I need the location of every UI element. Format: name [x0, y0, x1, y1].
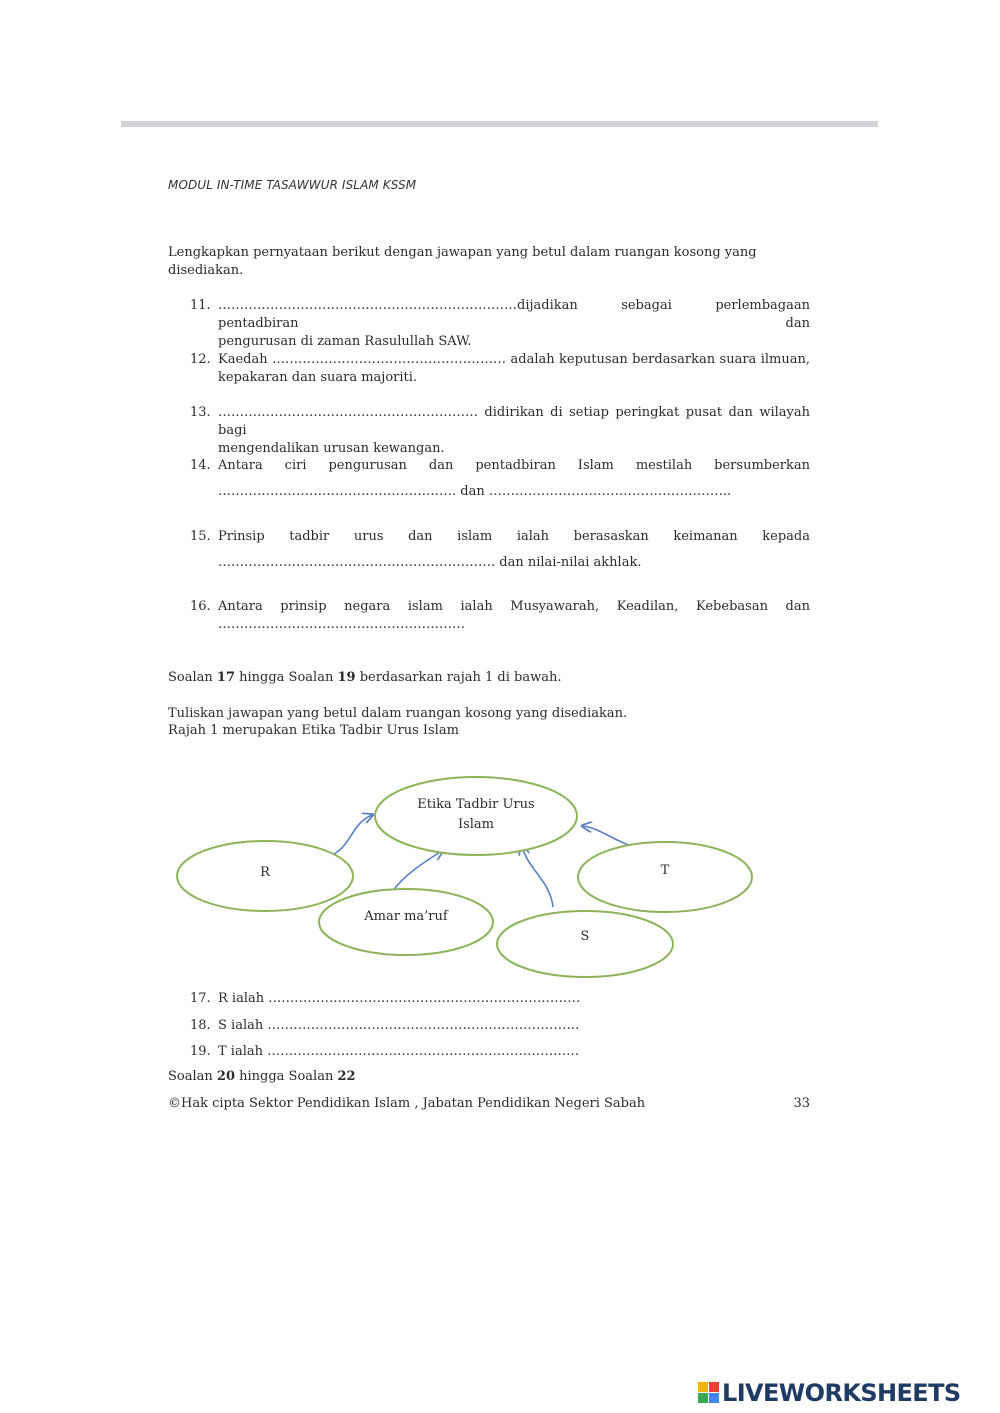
question-text-cont: mengendalikan urusan kewangan.: [218, 441, 445, 456]
question-text: ……………………………………………………………dijadikan sebagai perlembagaan pentadbiran dan: [218, 298, 810, 331]
question-text-cont: ………………………………………………………. dan nilai-nilai akhlak.: [218, 555, 642, 570]
label-amar: Amar ma’ruf: [364, 909, 448, 924]
question-text-cont: ………………………………………………. dan ………………………………………………..: [218, 484, 732, 499]
question-number: 12.: [190, 352, 211, 367]
answer-number: 19.: [190, 1044, 211, 1059]
section-note: Soalan 17 hingga Soalan 19 berdasarkan rajah 1 di bawah.: [168, 670, 562, 685]
instruction-line-1: Tuliskan jawapan yang betul dalam ruangan kosong yang disediakan.: [168, 706, 628, 721]
answer-blank[interactable]: R ialah ………………………………………………………………: [218, 991, 581, 1006]
label-t: T: [660, 863, 670, 878]
answer-blank[interactable]: S ialah ………………………………………………………………: [218, 1018, 580, 1033]
label-r: R: [260, 865, 270, 880]
question-number: 16.: [190, 599, 211, 614]
instruction-line-2: Rajah 1 merupakan Etika Tadbir Urus Islam: [168, 723, 459, 738]
label-s: S: [580, 929, 590, 944]
question-text: …………………………………………………… didirikan di setiap peringkat pusat dan wilayah bagi: [218, 405, 810, 438]
ellipse-center: [375, 777, 577, 855]
answer-17: [190, 990, 810, 1008]
question-text: Kaedah ……………………………………………… adalah keputusan berdasarkan suara ilmuan,: [218, 352, 810, 367]
page-footer: [168, 1096, 810, 1111]
question-text: Antara ciri pengurusan dan pentadbiran Islam mestilah bersumberkan: [218, 458, 810, 473]
question-number: 15.: [190, 529, 211, 544]
answer-number: 17.: [190, 991, 211, 1006]
question-number: 14.: [190, 458, 211, 473]
logo-grid-icon: [698, 1382, 720, 1404]
arrow-r-to-center: [328, 815, 372, 857]
answer-blank[interactable]: T ialah ………………………………………………………………: [218, 1044, 580, 1059]
label-center-2: Islam: [457, 817, 495, 832]
question-number: 13.: [190, 405, 211, 420]
logo-text: LIVEWORKSHEETS: [722, 1379, 961, 1407]
liveworksheets-logo[interactable]: [698, 1380, 961, 1406]
answer-19: [190, 1043, 810, 1061]
module-header: MODUL IN-TIME TASAWWUR ISLAM KSSM: [168, 178, 417, 192]
instructions-intro: Lengkapkan pernyataan berikut dengan jawapan yang betul dalam ruangan kosong yang disediakan.: [168, 245, 757, 278]
answer-number: 18.: [190, 1018, 211, 1033]
question-text-cont: …………………………………………………: [218, 617, 465, 632]
question-text: Antara prinsip negara islam ialah Musyawarah, Keadilan, Kebebasan dan: [218, 599, 810, 614]
page-number: 33: [793, 1096, 810, 1111]
question-number: 11.: [190, 298, 211, 313]
arrow-s-to-center: [522, 846, 553, 907]
arrow-amar-to-center: [392, 851, 442, 892]
copyright-text: ©Hak cipta Sektor Pendidikan Islam , Jabatan Pendidikan Negeri Sabah: [168, 1096, 646, 1111]
question-text: Prinsip tadbir urus dan islam ialah berasaskan keimanan kepada: [218, 529, 810, 544]
next-section-note: Soalan 20 hingga Soalan 22: [168, 1069, 356, 1084]
question-text-cont: pengurusan di zaman Rasulullah SAW.: [218, 334, 472, 349]
answer-18: [190, 1017, 810, 1035]
question-text-cont: kepakaran dan suara majoriti.: [218, 370, 418, 385]
label-center-1: Etika Tadbir Urus: [417, 797, 535, 812]
ellipse-s: [497, 911, 673, 977]
